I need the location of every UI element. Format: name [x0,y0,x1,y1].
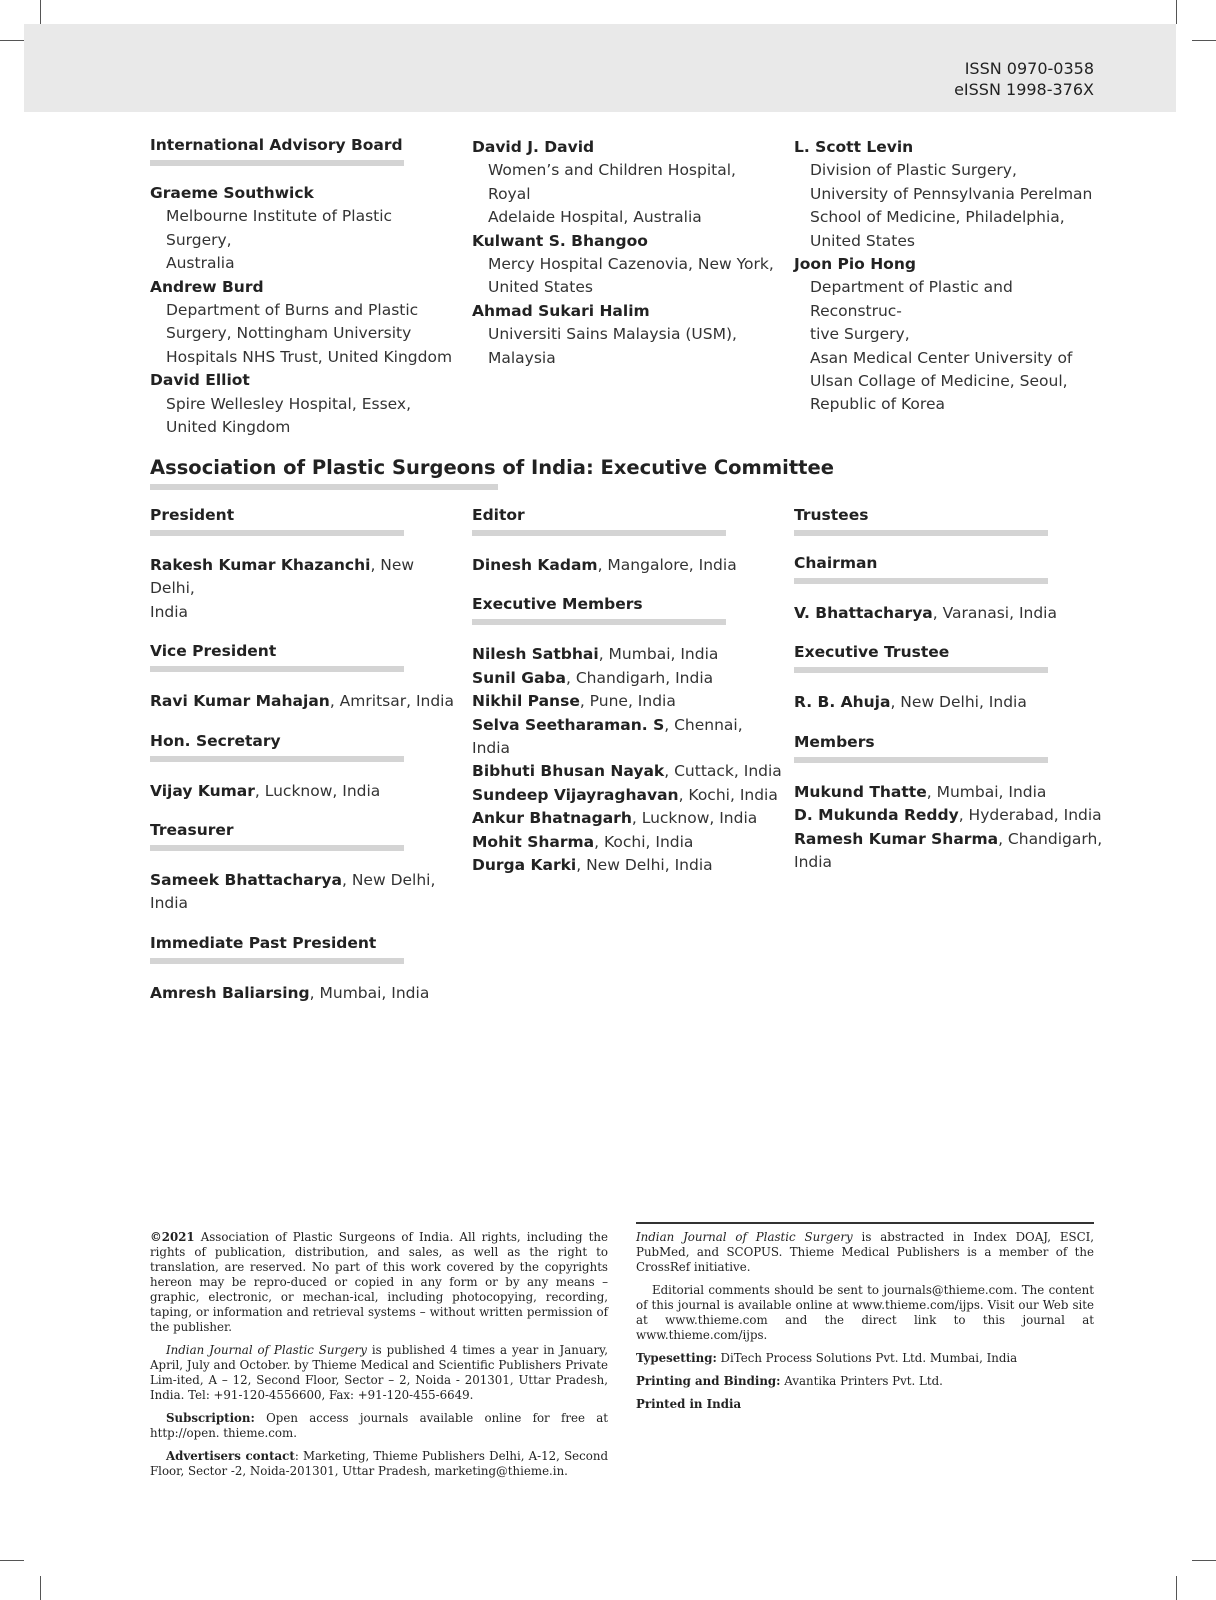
advisor-affiliation: Melbourne Institute of Plastic Surgery, [166,207,393,249]
role-president: President [150,506,235,524]
crop-mark [1192,1560,1216,1561]
role-secretary: Hon. Secretary [150,731,281,750]
member-entry: Sundeep Vijayraghavan, Kochi, India [472,785,778,804]
issn-block [954,58,1094,100]
advisory-col-3 [794,136,1104,417]
crop-mark [0,1560,24,1561]
subscription-paragraph: Subscription: Open access journals available online for free at http://open. thieme.com. [150,1411,608,1440]
member-entry: Selva Seetharaman. S, Chennai, India [472,715,743,758]
advisor-affiliation: Division of Plastic Surgery, [810,161,1017,180]
advisor-affiliation: Women’s and Children Hospital, Royal [488,161,736,203]
member-entry: Ankur Bhatnagarh, Lucknow, India [472,809,758,828]
member-entry: D. Mukunda Reddy, Hyderabad, India [794,806,1102,825]
crop-mark [1176,1576,1177,1600]
advisor-name: Kulwant S. Bhangoo [472,231,648,250]
copyright-paragraph: ©2021 Association of Plastic Surgeons of India. All rights, including the rights of publication, distribution, and sales, as well as the right to translation, are reserved. No part of this work covered by the copyrights hereon may be repro-duced or copied in any form or by any means – graphic, electronic, or mechan-ical, including photocopying, recording, taping, or information and retrieval systems – without written permission of the publisher. [150,1230,608,1334]
role-trustees: Trustees [794,506,869,524]
eissn: eISSN 1998-376X [954,80,1094,99]
member-entry: R. B. Ahuja, New Delhi, India [794,693,1027,712]
advisory-col-2 [472,136,782,370]
footer-col-2 [636,1230,1094,1420]
role-executive-trustee: Executive Trustee [794,643,950,662]
role-editor: Editor [472,506,525,524]
advisor-affiliation: Asan Medical Center University of [810,348,1073,367]
advisor-name: Graeme Southwick [150,184,314,202]
member-entry: Ravi Kumar Mahajan, Amritsar, India [150,692,454,711]
crop-mark [40,1576,41,1600]
advisor-affiliation: Mercy Hospital Cazenovia, New York, [488,255,774,274]
member-entry: Bibhuti Bhusan Nayak, Cuttack, India [472,762,782,781]
advisor-affiliation: University of Pennsylvania Perelman [810,184,1093,203]
member-entry-cont: India [794,853,833,872]
member-entry: V. Bhattacharya, Varanasi, India [794,604,1057,622]
member-entry: Vijay Kumar, Lucknow, India [150,781,381,800]
advisor-affiliation: Spire Wellesley Hospital, Essex, [166,394,412,413]
role-treasurer: Treasurer [150,821,234,840]
advisor-name: Joon Pio Hong [794,255,916,274]
crop-mark [1192,40,1216,41]
advisor-affiliation: Universiti Sains Malaysia (USM), [488,325,737,344]
advisor-name: Ahmad Sukari Halim [472,301,650,320]
member-entry: Rakesh Kumar Khazanchi, New Delhi, [150,556,415,598]
published-paragraph: Indian Journal of Plastic Surgery is published 4 times a year in January, April, July and October. by Thieme Medical and Scientific Publishers Private Lim-ited, A – 12, Second Floor, Sector – 2, Noida - 201301, Uttar Pradesh, India. Tel: +91-120-4556600, Fax: +91-120-455-6649. [150,1343,608,1402]
member-entry: Sunil Gaba, Chandigarh, India [472,668,714,687]
advisor-affiliation: Hospitals NHS Trust, United Kingdom [166,347,453,366]
member-entry: Sameek Bhattacharya, New Delhi, India [150,871,436,913]
role-chairman: Chairman [794,554,878,572]
abstracted-paragraph: Indian Journal of Plastic Surgery is abstracted in Index DOAJ, ESCI, PubMed, and SCOPUS. Thieme Medical Publishers is a member of the CrossRef initiative. [636,1230,1095,1274]
exec-col-3 [794,506,1104,874]
role-vice-president: Vice President [150,642,277,661]
role-past-president: Immediate Past President [150,933,377,952]
member-entry: Ramesh Kumar Sharma, Chandigarh, [794,829,1103,848]
advertisers-paragraph: Advertisers contact: Marketing, Thieme Publishers Delhi, A-12, Second Floor, Sector -2, Noida-201301, Uttar Pradesh, marketing@thieme.in. [150,1449,609,1478]
exec-col-2 [472,506,782,877]
issn: ISSN 0970-0358 [964,59,1094,78]
footer-col-1 [150,1230,608,1487]
advisor-affiliation: Adelaide Hospital, Australia [488,208,702,227]
advisor-name: David Elliot [150,371,250,390]
advisor-affiliation: Ulsan Collage of Medicine, Seoul, [810,372,1068,391]
advisor-affiliation: Malaysia [488,348,556,367]
section-rule [150,484,498,490]
printing-paragraph: Printing and Binding: Avantika Printers Pvt. Ltd. [636,1374,943,1388]
advisor-affiliation: tive Surgery, [810,325,910,344]
member-entry: Dinesh Kadam, Mangalore, India [472,556,737,574]
advisor-name: David J. David [472,138,595,156]
advisor-affiliation: United Kingdom [166,418,291,437]
member-entry-cont: India [150,602,189,621]
footer-rule [636,1222,1094,1224]
advisor-name: L. Scott Levin [794,138,914,156]
advisor-affiliation: United States [810,231,915,250]
editorial-paragraph: Editorial comments should be sent to journals@thieme.com. The content of this journal is available online at www.thieme.com/ijps. Visit our Web site at www.thieme.com and the direct link to this journal at www.thieme.com/ijps. [636,1283,1094,1342]
exec-col-1 [150,506,460,1005]
printed-in: Printed in India [636,1397,742,1411]
member-entry: Mohit Sharma, Kochi, India [472,832,694,851]
crop-mark [1176,0,1177,24]
advisor-name: Andrew Burd [150,277,264,296]
role-executive-members: Executive Members [472,595,643,614]
advisor-affiliation: Surgery, Nottingham University [166,324,412,343]
crop-mark [0,40,24,41]
advisor-affiliation: School of Medicine, Philadelphia, [810,208,1065,227]
advisor-affiliation: Department of Burns and Plastic [166,301,419,320]
typesetting-paragraph: Typesetting: DiTech Process Solutions Pvt. Ltd. Mumbai, India [636,1351,1018,1365]
member-entry: Durga Karki, New Delhi, India [472,856,713,875]
advisor-affiliation: United States [488,278,593,297]
executive-title: Association of Plastic Surgeons of India: Executive Committee [150,456,834,479]
advisor-affiliation: Republic of Korea [810,395,945,414]
member-entry: Nilesh Satbhai, Mumbai, India [472,645,719,664]
member-entry: Nikhil Panse, Pune, India [472,692,676,711]
advisory-col-1 [150,136,460,439]
member-entry: Mukund Thatte, Mumbai, India [794,782,1047,801]
role-members: Members [794,732,875,751]
crop-mark [40,0,41,24]
member-entry: Amresh Baliarsing, Mumbai, India [150,983,430,1002]
advisor-affiliation: Department of Plastic and Reconstruc- [810,278,1013,320]
advisor-affiliation: Australia [166,254,235,273]
advisory-title: International Advisory Board [150,136,403,154]
